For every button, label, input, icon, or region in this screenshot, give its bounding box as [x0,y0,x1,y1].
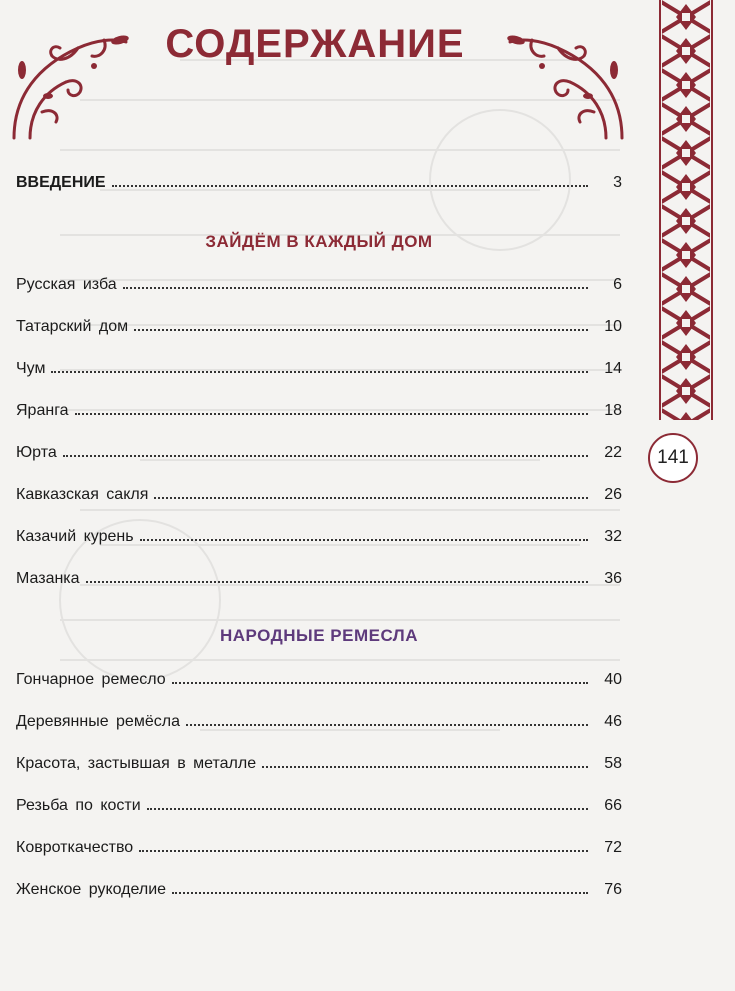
toc-entry-label: Юрта [16,444,57,461]
toc-entry-page: 32 [604,528,622,545]
toc-entry-label: ВВЕДЕНИЕ [16,174,106,191]
toc-entry-page: 3 [613,174,622,191]
toc-entry[interactable] [16,833,622,857]
dot-leader [86,581,588,583]
toc-entry-label: Женское рукоделие [16,881,167,898]
toc-entry-page: 58 [604,755,622,772]
geometric-pattern-border [658,0,714,420]
toc-entry-label: Ковроткачество [16,839,134,856]
toc-entry[interactable] [16,312,622,336]
toc-entry-page: 72 [604,839,622,856]
toc-entry-page: 66 [604,797,622,814]
toc-entry-label: Кавказская сакля [16,486,149,503]
toc-entry-page: 22 [604,444,622,461]
toc-entry[interactable] [16,875,622,899]
toc-entry[interactable] [16,522,622,546]
toc-entry-label: Яранга [16,402,69,419]
dot-leader [139,850,588,852]
toc-entry[interactable] [16,564,622,588]
dot-leader [51,371,588,373]
dot-leader [140,539,588,541]
section-heading-houses: ЗАЙДЁМ В КАЖДЫЙ ДОМ [205,232,433,251]
dot-leader [186,724,588,726]
toc-entry-label: Казачий курень [16,528,134,545]
toc-entry-page: 46 [604,713,622,730]
toc-entry-label: Чум [16,360,46,377]
floral-swirl-icon [506,26,628,146]
dot-leader [112,185,588,187]
dot-leader [134,329,588,331]
toc-entry-label: Татарский дом [16,318,129,335]
dot-leader [154,497,588,499]
dot-leader [147,808,588,810]
dot-leader [75,413,588,415]
toc-entry-label: Деревянные ремёсла [16,713,180,730]
dot-leader [123,287,588,289]
dot-leader [172,892,588,894]
toc-entry-page: 14 [604,360,622,377]
toc-entry[interactable] [16,791,622,815]
toc-entry-label: Мазанка [16,570,80,587]
toc-entry[interactable] [16,665,622,689]
dot-leader [63,455,588,457]
toc-entry-label: Красота, застывшая в металле [16,755,257,772]
toc-entry-label: Гончарное ремесло [16,671,166,688]
toc-entry[interactable] [16,354,622,378]
toc-entry[interactable] [16,707,622,731]
toc-entry-page: 6 [613,276,622,293]
floral-swirl-icon [8,26,130,146]
page-title: СОДЕРЖАНИЕ [165,22,465,66]
toc-entry[interactable] [16,480,622,504]
toc-entry-label: Русская изба [16,276,117,293]
toc-entry-page: 76 [604,881,622,898]
section-heading-crafts: НАРОДНЫЕ РЕМЕСЛА [220,626,418,645]
toc-entry-intro[interactable] [16,168,622,192]
dot-leader [172,682,588,684]
toc-entry-label: Резьба по кости [16,797,141,814]
toc-entry-page: 36 [604,570,622,587]
toc-entry[interactable] [16,749,622,773]
dot-leader [262,766,588,768]
toc-entry-page: 10 [604,318,622,335]
toc-entry-page: 18 [604,402,622,419]
toc-entry[interactable] [16,270,622,294]
toc-entry[interactable] [16,396,622,420]
toc-entry-page: 40 [604,671,622,688]
toc-entry[interactable] [16,438,622,462]
toc-entry-page: 26 [604,486,622,503]
page-number: 141 [648,433,698,483]
